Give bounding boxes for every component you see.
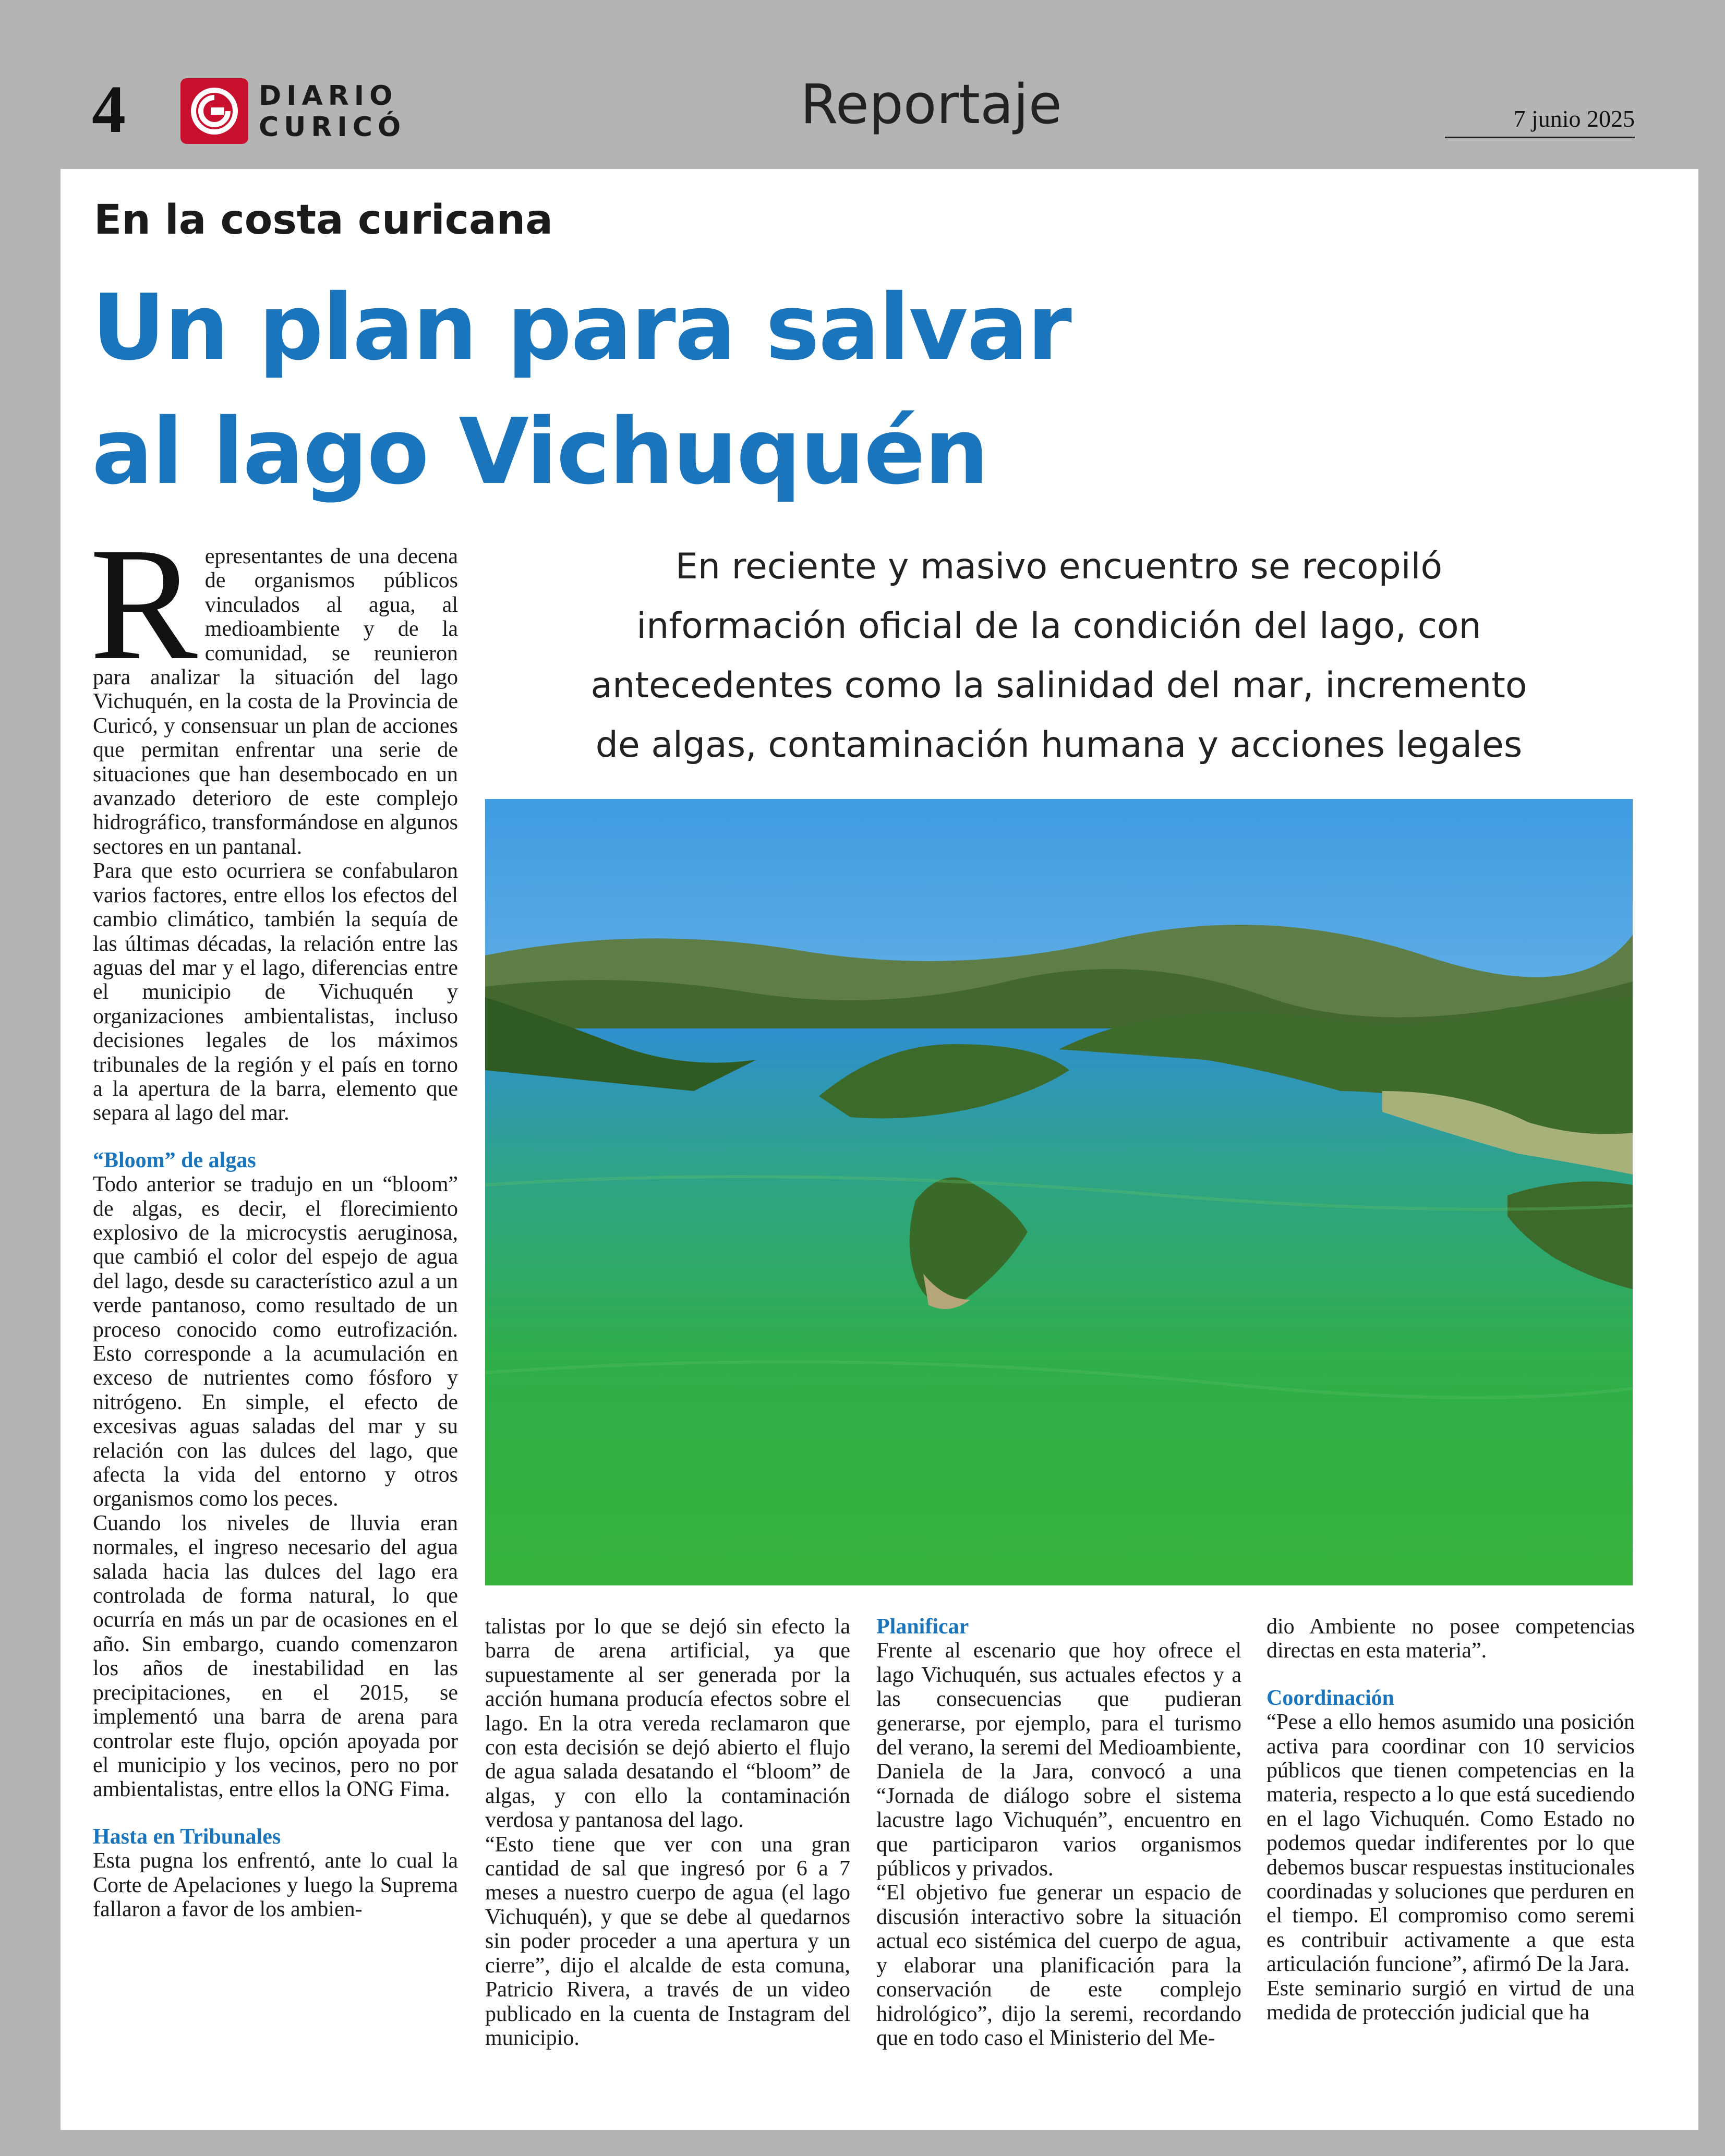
deck-line: En reciente y masivo encuentro se recopiló <box>675 546 1443 587</box>
paragraph: Esta pugna los enfrentó, ante lo cual la Corte de Apelaciones y luego la Suprema fallaron a favor de los ambien- <box>93 1849 458 1921</box>
paragraph: Todo anterior se tradujo en un “bloom” de algas, es decir, el florecimiento explosivo de la microcystis aeruginosa, que cambió el color del espejo de agua del lago, desde su característico azul a un verde pantanoso, como resultado de un proceso conocido como eutrofización. Esto corresponde a la acumulación en exceso de nutrientes como fósforo y nitrógeno. En simple, el efecto de excesivas aguas saladas del mar y su relación con las dulces del lago, que afecta la vida del entorno y otros organismos como los peces. <box>93 1172 458 1511</box>
article-column-3 <box>876 1615 1241 2050</box>
article-column-2 <box>485 1615 850 2050</box>
article-kicker: En la costa curicana <box>94 197 553 244</box>
headline-line-1: Un plan para salvar <box>92 275 1071 381</box>
drop-cap: R <box>90 515 198 694</box>
diario-curico-logo-icon <box>180 78 248 144</box>
headline-line-2: al lago Vichuquén <box>92 399 988 505</box>
issue-date: 7 junio 2025 <box>1513 105 1635 132</box>
paragraph: Cuando los niveles de lluvia eran normales, el ingreso necesario del agua salada hacia las dulces del lago era controlada de forma natural, lo que ocurría en más un par de ocasiones en el año. Sin embargo, cuando comenzaron los años de inestabilidad en las precipitaciones, en el 2015, se implementó una barra de arena para controlar este flujo, opción apoyada por el municipio y los vecinos, pero no por ambientalistas, entre ellos la ONG Fima. <box>93 1511 458 1802</box>
paragraph: “Pese a ello hemos asumido una posición activa para coordinar con 10 servicios públicos que tienen competencias en la materia, respecto a lo que está sucediendo en el lago Vichuquén. Como Estado no podemos quedar indiferentes por lo que debemos buscar respuestas institucionales coordinadas y soluciones que perduren en el tiempo. El compromiso como seremi es contribuir activamente a que esta articulación funcione”, afirmó De la Jara. <box>1266 1710 1635 1977</box>
article-column-4 <box>1266 1615 1635 2025</box>
deck-line: antecedentes como la salinidad del mar, incremento <box>590 665 1527 706</box>
paragraph: epresentantes de una decena de organismos públicos vinculados al agua, al medioambiente y de la comunidad, se reunieron para analizar la situación del lago Vichuquén, en la costa de la Provincia de Curicó, y consensuar un plan de acciones que permitan enfrentar una serie de situaciones que han desembocado en un avanzado deterioro de este complejo hidrográfico, transformándose en algunos sectores en un pantanal. <box>93 544 458 859</box>
logo-line-diario: DIARIO <box>259 80 398 112</box>
subheading-planificar: Planificar <box>876 1615 969 1639</box>
paragraph: dio Ambiente no posee competencias directas en esta materia”. <box>1266 1615 1635 1663</box>
paragraph: talistas por lo que se dejó sin efecto la barra de arena artificial, ya que supuestamente al ser generada por la acción humana producía efectos sobre el lago. En la otra vereda reclamaron que con esta decisión se dejó abierto el flujo de agua salada desatando el “bloom” de algas, y con ello la contaminación verdosa y pantanosa del lago. <box>485 1615 850 1833</box>
article-deck <box>480 537 1638 775</box>
deck-line: información oficial de la condición del lago, con <box>636 605 1481 647</box>
logo-line-curico: CURICÓ <box>259 112 406 143</box>
lake-vichuquen-photo <box>485 799 1633 1585</box>
paragraph: “Esto tiene que ver con una gran cantidad de sal que ingresó por 6 a 7 meses a nuestro cuerpo de agua (el lago Vichuquén), y que se debe al quedarnos sin poder proceder a una apertura y un cierre”, dijo el alcalde de esta comuna, Patricio Rivera, a través de un video publicado en la cuenta de Instagram del municipio. <box>485 1832 850 2050</box>
paragraph: Frente al escenario que hoy ofrece el lago Vichuquén, sus actuales efectos y a las consecuencias que pudieran generarse, por ejemplo, para el turismo del verano, la seremi del Medioambiente, Daniela de la Jara, convocó a una “Jornada de diálogo sobre el sistema lacustre lago Vichuquén”, encuentro en que participaron varios organismos públicos y privados. <box>876 1639 1241 1881</box>
deck-line: de algas, contaminación humana y acciones legales <box>595 724 1523 766</box>
section-title: Reportaje <box>800 72 1062 136</box>
paragraph: Para que esto ocurriera se confabularon varios factores, entre ellos los efectos del cambio climático, también la sequía de las últimas décadas, la relación entre las aguas del mar y el lago, diferencias entre el municipio de Vichuquén y organizaciones ambientalistas, incluso decisiones legales de los máximos tribunales de la región y el país en torno a la apertura de la barra, elemento que separa al lago del mar. <box>93 859 458 1125</box>
date-underline <box>1445 137 1635 138</box>
subheading-tribunales: Hasta en Tribunales <box>93 1824 281 1849</box>
subheading-coordinacion: Coordinación <box>1266 1686 1395 1710</box>
subheading-bloom: “Bloom” de algas <box>93 1148 256 1172</box>
page-number: 4 <box>92 72 126 147</box>
logo-wordmark <box>259 80 406 143</box>
article-headline <box>92 266 1292 514</box>
paragraph: Este seminario surgió en virtud de una medida de protección judicial que ha <box>1266 1976 1635 2025</box>
paragraph: “El objetivo fue generar un espacio de discusión interactivo sobre la situación actual eco sistémica del cuerpo de agua, y elaborar una planificación para la conservación de este complejo hidrológico”, dijo la seremi, recordando que en todo caso el Ministerio del Me- <box>876 1881 1241 2050</box>
article-column-1 <box>90 515 458 1921</box>
